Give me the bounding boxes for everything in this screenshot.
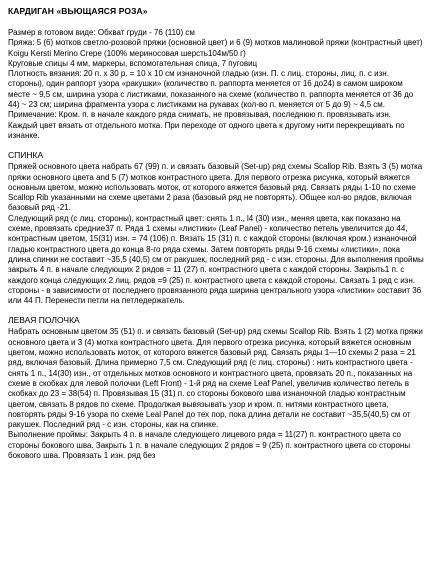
note-paragraph: Примечание: Кром. п. в начале каждого ряда снимать, не провязывая, последнюю п. провязывать изн. <box>8 110 391 120</box>
document-page <box>8 6 424 582</box>
section-heading-back: СПИНКА <box>8 150 44 161</box>
document-title: КАРДИГАН «ВЬЮЩАЯСЯ РОЗА» <box>8 6 148 16</box>
back-paragraph-2: Следующий ряд (с лиц. стороны), контрастный цвет: снять 1 п., l4 (30) изн., меняя цвета, как показано на схеме, провязать средние37 п. Ряда 1 схемы «листики» (Leaf Panel) - количество петель увеличится до 44, контрастным цветом, 15(31) изн. = 74 (106) п. Вязать 15 (31) п. с каждой стороны (включая кром.) изнаночной гладью контрастного цвета до конца 8-го ряда схемы. Затем повторять ряды 9-16 схемы «листики», пока длина спинки не составит ~35,5 (40,5) см от ракушек, последний ряд - с изн. стороны. Для выполнения проймы закрыть 4 п. в начале следующих 2 рядов = 11 (27) п. контрастного цвета с каждой стороны. Закрыть1 п. с каждого конца следующих 2 лиц. рядов =9 (25) п. контрастного цвета с каждой стороны. Связать 1 ряд с изн. стороны - в зависимости от последнего провязанного ряда ширина центрального узора «листики» составит 36 или 44 П. Перенести петли на петледержатель. <box>8 213 424 306</box>
back-paragraph-1: Пряжей основного цвета набрать 67 (99) п. и связать базовый (Set-up) ряд схемы Scallop Rib. Взять 3 (5) мотка пряжи основного цвета and 5 (7) мотков контрастного цвета. Для первого отрезка рисунка, который вяжется основным цветом, можно использовать моток, от которого вяжется базовый ряд. Связать ряды 1-10 по схеме Scallop Rib указанными на схеме цветами 2 раза (базовый ряд не повторять). Общее кол-во рядов, включая базовый ряд -21. <box>8 162 423 213</box>
size-paragraph: Размер в готовом виде: Обхват груди - 76 (110) см <box>8 28 195 37</box>
yarn-paragraph: Пряжа: 5 (6) мотков светло-розовой пряжи (основной цвет) и 6 (9) мотков малиновой пряжи (контрастный цвет) Koigu Kersti Merino Crepe (100% мериносовая шерсть104м/50 г) <box>8 38 423 58</box>
color-note-paragraph: Каждый цвет вязать от отдельного мотка. При переходе от одного цвета к другому нити перекрещивать по изнанке. <box>8 120 405 140</box>
needles-paragraph: Круговые спицы 4 мм, маркеры, вспомогательная спица, 7 пуговиц <box>8 58 258 68</box>
left-front-paragraph-2: Выполнение проймы: Закрыть 4 п. в начале следующего лицевого ряда = 11(27) п. контрастного цвета со стороны бокового шва. Закрыть 1 п. в начале следующих 2 рядов = 9 (25) п. контрастного цвета со стороны бокового шва. Провязать 1 изн. ряд без <box>8 430 411 460</box>
gauge-paragraph: Плотность вязания: 20 п. х 30 р. = 10 х 10 см изнаночной гладью (изн. П. с лиц. стороны, лиц. п. с изн. стороны), один раппорт узора «ракушки» (количество п. раппорта меняется от 16 до24) в самом широком месте ~ 9,5 см, ширина узора с листиками, показанного на схеме (количество п. раппорта меняется от 36 до 44) ~ 23 см; ширина фрагмента узора с листиками на рукавах (кол-во п. меняется от 5 до 9) ~ 4,5 см. <box>8 69 414 110</box>
section-heading-left-front: ЛЕВАЯ ПОЛОЧКА <box>8 315 80 326</box>
left-front-paragraph-1: Набрать основным цветом 35 (51) п. и связать базовый (Set-up) ряд схемы Scallop Rib. Взять 1 (2) мотка пряжи основного цвета и 3 (4) мотка контрастного цвета. Для первого отрезка рисунка, который вяжется основным цветом, можно использовать моток, от которого вяжется базовый ряд. Связать ряды 1—10 схемы 2 раза = 21 ряд, включая базовый. Длина примерно 7,5 см. Следующий ряд (с лиц. стороны) : нить контрастного цвета - снять 1 п., 14(30) изн., от отдельных мотков основного и контрастного цвета, провязать 20 п., показанных на схеме в скобках для левой полочки (Left Front) - 1-й ряд на схеме Leaf Panel, увеличив количество петель в скобках до 23 = 38(54) п. Провязывая 15 (31) п. со стороны бокового шва изнаночной гладью контрастным цветом, связать 8 рядов по схеме. Продолжая вывязывать узор и кром. п. нитями контрастного цвета, повторять ряды 9-16 узора по схеме Leal Panel до тех пор, пока длина детали не составит ~35,5(40,5) см от ракушек. Последний ряд - с изн. стороны, как на спинке. <box>8 327 423 430</box>
